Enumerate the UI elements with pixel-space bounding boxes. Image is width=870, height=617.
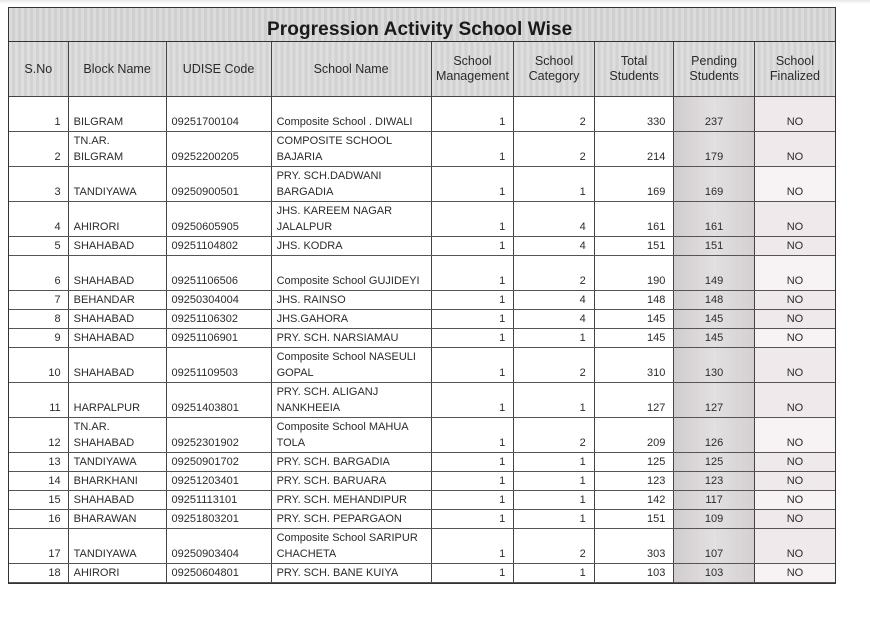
table-row bbox=[9, 310, 835, 329]
cell-udise-code: 09251803201 bbox=[166, 510, 271, 529]
cell-school-name: PRY. SCH. BARUARA bbox=[271, 472, 431, 491]
cell-total-students: 148 bbox=[594, 291, 674, 310]
cell-block-name: SHAHABAD bbox=[68, 329, 166, 348]
cell-school-management: 1 bbox=[431, 383, 514, 418]
cell-school-name: Composite School MAHUA TOLA bbox=[271, 418, 431, 453]
cell-total-students: 209 bbox=[594, 418, 674, 453]
cell-school-category: 1 bbox=[514, 564, 595, 583]
cell-school-name: JHS. KAREEM NAGAR JALALPUR bbox=[271, 202, 431, 237]
cell-udise-code: 09250903404 bbox=[166, 529, 271, 564]
table-row bbox=[9, 418, 835, 453]
cell-school-finalized: NO bbox=[754, 237, 835, 256]
cell-school-name: PRY. SCH. BANE KUIYA bbox=[271, 564, 431, 583]
cell-sno: 18 bbox=[9, 564, 68, 583]
cell-total-students: 190 bbox=[594, 256, 674, 291]
cell-block-name: SHAHABAD bbox=[68, 348, 166, 383]
cell-block-name: BILGRAM bbox=[68, 97, 166, 132]
cell-school-name: Composite School . DIWALI bbox=[271, 97, 431, 132]
cell-pending-students: 103 bbox=[674, 564, 755, 583]
table-row bbox=[9, 291, 835, 310]
cell-sno: 1 bbox=[9, 97, 68, 132]
school-progression-table bbox=[9, 42, 835, 583]
cell-school-finalized: NO bbox=[754, 348, 835, 383]
cell-school-category: 1 bbox=[514, 329, 595, 348]
table-row bbox=[9, 256, 835, 291]
header-total-students: Total Students bbox=[594, 42, 674, 97]
cell-pending-students: 145 bbox=[674, 329, 755, 348]
cell-udise-code: 09250604801 bbox=[166, 564, 271, 583]
cell-school-management: 1 bbox=[431, 348, 514, 383]
cell-udise-code: 09251106901 bbox=[166, 329, 271, 348]
cell-school-management: 1 bbox=[431, 529, 514, 564]
header-sno: S.No bbox=[9, 42, 68, 97]
cell-school-management: 1 bbox=[431, 491, 514, 510]
cell-total-students: 127 bbox=[594, 383, 674, 418]
cell-pending-students: 130 bbox=[674, 348, 755, 383]
cell-school-name: JHS. RAINSO bbox=[271, 291, 431, 310]
cell-school-category: 2 bbox=[514, 97, 595, 132]
table-row bbox=[9, 97, 835, 132]
cell-school-management: 1 bbox=[431, 291, 514, 310]
cell-udise-code: 09250901702 bbox=[166, 453, 271, 472]
header-school-name: School Name bbox=[271, 42, 431, 97]
cell-school-category: 2 bbox=[514, 256, 595, 291]
cell-school-finalized: NO bbox=[754, 564, 835, 583]
cell-pending-students: 145 bbox=[674, 310, 755, 329]
cell-total-students: 151 bbox=[594, 510, 674, 529]
cell-block-name: SHAHABAD bbox=[68, 237, 166, 256]
cell-sno: 13 bbox=[9, 453, 68, 472]
cell-school-management: 1 bbox=[431, 97, 514, 132]
cell-total-students: 161 bbox=[594, 202, 674, 237]
cell-block-name: AHIRORI bbox=[68, 202, 166, 237]
table-row bbox=[9, 132, 835, 167]
cell-total-students: 169 bbox=[594, 167, 674, 202]
cell-pending-students: 151 bbox=[674, 237, 755, 256]
table-row bbox=[9, 491, 835, 510]
cell-school-finalized: NO bbox=[754, 510, 835, 529]
cell-block-name: TN.AR. BILGRAM bbox=[68, 132, 166, 167]
cell-school-name: COMPOSITE SCHOOL BAJARIA bbox=[271, 132, 431, 167]
cell-school-finalized: NO bbox=[754, 167, 835, 202]
cell-school-finalized: NO bbox=[754, 329, 835, 348]
cell-pending-students: 149 bbox=[674, 256, 755, 291]
cell-block-name: TANDIYAWA bbox=[68, 453, 166, 472]
cell-school-finalized: NO bbox=[754, 418, 835, 453]
cell-sno: 8 bbox=[9, 310, 68, 329]
cell-sno: 10 bbox=[9, 348, 68, 383]
table-row bbox=[9, 348, 835, 383]
cell-pending-students: 161 bbox=[674, 202, 755, 237]
cell-school-category: 1 bbox=[514, 510, 595, 529]
cell-school-category: 1 bbox=[514, 453, 595, 472]
cell-school-category: 4 bbox=[514, 202, 595, 237]
cell-total-students: 103 bbox=[594, 564, 674, 583]
cell-total-students: 145 bbox=[594, 310, 674, 329]
cell-sno: 16 bbox=[9, 510, 68, 529]
cell-total-students: 123 bbox=[594, 472, 674, 491]
cell-sno: 12 bbox=[9, 418, 68, 453]
cell-school-finalized: NO bbox=[754, 256, 835, 291]
cell-udise-code: 09251109503 bbox=[166, 348, 271, 383]
cell-pending-students: 117 bbox=[674, 491, 755, 510]
cell-school-management: 1 bbox=[431, 310, 514, 329]
cell-block-name: TN.AR. SHAHABAD bbox=[68, 418, 166, 453]
cell-pending-students: 125 bbox=[674, 453, 755, 472]
cell-school-category: 4 bbox=[514, 291, 595, 310]
cell-school-name: PRY. SCH. MEHANDIPUR bbox=[271, 491, 431, 510]
cell-school-category: 2 bbox=[514, 132, 595, 167]
cell-school-management: 1 bbox=[431, 132, 514, 167]
cell-school-management: 1 bbox=[431, 564, 514, 583]
cell-school-category: 1 bbox=[514, 491, 595, 510]
cell-block-name: SHAHABAD bbox=[68, 256, 166, 291]
cell-sno: 2 bbox=[9, 132, 68, 167]
cell-sno: 17 bbox=[9, 529, 68, 564]
table-row bbox=[9, 472, 835, 491]
cell-total-students: 214 bbox=[594, 132, 674, 167]
cell-pending-students: 107 bbox=[674, 529, 755, 564]
cell-school-category: 2 bbox=[514, 418, 595, 453]
cell-total-students: 330 bbox=[594, 97, 674, 132]
cell-total-students: 151 bbox=[594, 237, 674, 256]
cell-school-management: 1 bbox=[431, 418, 514, 453]
cell-udise-code: 09251104802 bbox=[166, 237, 271, 256]
cell-pending-students: 127 bbox=[674, 383, 755, 418]
cell-school-category: 2 bbox=[514, 529, 595, 564]
cell-udise-code: 09251403801 bbox=[166, 383, 271, 418]
cell-school-finalized: NO bbox=[754, 310, 835, 329]
cell-sno: 15 bbox=[9, 491, 68, 510]
cell-block-name: HARPALPUR bbox=[68, 383, 166, 418]
cell-school-management: 1 bbox=[431, 237, 514, 256]
table-row bbox=[9, 329, 835, 348]
cell-sno: 9 bbox=[9, 329, 68, 348]
cell-pending-students: 126 bbox=[674, 418, 755, 453]
cell-total-students: 310 bbox=[594, 348, 674, 383]
table-row bbox=[9, 564, 835, 583]
cell-udise-code: 09251113101 bbox=[166, 491, 271, 510]
cell-school-category: 4 bbox=[514, 237, 595, 256]
table-row bbox=[9, 202, 835, 237]
cell-udise-code: 09250304004 bbox=[166, 291, 271, 310]
table-row bbox=[9, 237, 835, 256]
cell-school-finalized: NO bbox=[754, 453, 835, 472]
header-school-category: School Category bbox=[514, 42, 595, 97]
cell-school-name: PRY. SCH. NARSIAMAU bbox=[271, 329, 431, 348]
cell-sno: 11 bbox=[9, 383, 68, 418]
cell-block-name: BEHANDAR bbox=[68, 291, 166, 310]
table-row bbox=[9, 383, 835, 418]
cell-udise-code: 09251203401 bbox=[166, 472, 271, 491]
cell-sno: 5 bbox=[9, 237, 68, 256]
cell-school-management: 1 bbox=[431, 167, 514, 202]
cell-udise-code: 09251106302 bbox=[166, 310, 271, 329]
cell-block-name: TANDIYAWA bbox=[68, 167, 166, 202]
cell-total-students: 142 bbox=[594, 491, 674, 510]
table-header-row bbox=[9, 42, 835, 97]
cell-sno: 7 bbox=[9, 291, 68, 310]
table-row bbox=[9, 529, 835, 564]
cell-school-finalized: NO bbox=[754, 472, 835, 491]
cell-school-name: JHS.GAHORA bbox=[271, 310, 431, 329]
cell-school-name: Composite School NASEULI GOPAL bbox=[271, 348, 431, 383]
table-row bbox=[9, 453, 835, 472]
cell-school-management: 1 bbox=[431, 510, 514, 529]
cell-school-management: 1 bbox=[431, 256, 514, 291]
header-udise-code: UDISE Code bbox=[166, 42, 271, 97]
cell-udise-code: 09250900501 bbox=[166, 167, 271, 202]
header-pending-students: Pending Students bbox=[674, 42, 755, 97]
cell-school-category: 1 bbox=[514, 472, 595, 491]
cell-school-management: 1 bbox=[431, 472, 514, 491]
cell-udise-code: 09252200205 bbox=[166, 132, 271, 167]
cell-school-finalized: NO bbox=[754, 132, 835, 167]
cell-pending-students: 179 bbox=[674, 132, 755, 167]
cell-sno: 6 bbox=[9, 256, 68, 291]
cell-school-name: JHS. KODRA bbox=[271, 237, 431, 256]
table-row bbox=[9, 510, 835, 529]
cell-block-name: SHAHABAD bbox=[68, 491, 166, 510]
cell-total-students: 303 bbox=[594, 529, 674, 564]
cell-block-name: BHARKHANI bbox=[68, 472, 166, 491]
header-school-finalized: School Finalized bbox=[754, 42, 835, 97]
report-title: Progression Activity School Wise bbox=[267, 19, 573, 40]
cell-school-category: 2 bbox=[514, 348, 595, 383]
cell-school-finalized: NO bbox=[754, 291, 835, 310]
cell-school-finalized: NO bbox=[754, 202, 835, 237]
cell-school-finalized: NO bbox=[754, 529, 835, 564]
report-title-bar bbox=[9, 8, 835, 42]
table-bottom-border bbox=[9, 583, 835, 584]
cell-pending-students: 123 bbox=[674, 472, 755, 491]
cell-block-name: BHARAWAN bbox=[68, 510, 166, 529]
cell-school-management: 1 bbox=[431, 453, 514, 472]
cell-school-finalized: NO bbox=[754, 97, 835, 132]
cell-sno: 4 bbox=[9, 202, 68, 237]
cell-pending-students: 109 bbox=[674, 510, 755, 529]
cell-school-name: PRY. SCH. BARGADIA bbox=[271, 453, 431, 472]
progression-report-sheet bbox=[8, 7, 836, 584]
cell-udise-code: 09250605905 bbox=[166, 202, 271, 237]
cell-block-name: TANDIYAWA bbox=[68, 529, 166, 564]
cell-school-finalized: NO bbox=[754, 491, 835, 510]
cell-school-management: 1 bbox=[431, 329, 514, 348]
cell-school-name: PRY. SCH. PEPARGAON bbox=[271, 510, 431, 529]
cell-school-name: Composite School SARIPUR CHACHETA bbox=[271, 529, 431, 564]
cell-block-name: SHAHABAD bbox=[68, 310, 166, 329]
cell-total-students: 145 bbox=[594, 329, 674, 348]
cell-pending-students: 148 bbox=[674, 291, 755, 310]
cell-sno: 3 bbox=[9, 167, 68, 202]
header-block-name: Block Name bbox=[68, 42, 166, 97]
cell-udise-code: 09251106506 bbox=[166, 256, 271, 291]
cell-school-finalized: NO bbox=[754, 383, 835, 418]
cell-school-category: 4 bbox=[514, 310, 595, 329]
cell-school-management: 1 bbox=[431, 202, 514, 237]
cell-school-category: 1 bbox=[514, 383, 595, 418]
cell-block-name: AHIRORI bbox=[68, 564, 166, 583]
table-row bbox=[9, 167, 835, 202]
cell-udise-code: 09252301902 bbox=[166, 418, 271, 453]
page-top-edge bbox=[0, 0, 870, 4]
header-school-management: School Management bbox=[431, 42, 514, 97]
cell-school-name: Composite School GUJIDEYI bbox=[271, 256, 431, 291]
cell-total-students: 125 bbox=[594, 453, 674, 472]
cell-school-category: 1 bbox=[514, 167, 595, 202]
cell-udise-code: 09251700104 bbox=[166, 97, 271, 132]
cell-school-name: PRY. SCH.DADWANI BARGADIA bbox=[271, 167, 431, 202]
cell-school-name: PRY. SCH. ALIGANJ NANKHEEIA bbox=[271, 383, 431, 418]
table-body bbox=[9, 97, 835, 583]
cell-pending-students: 237 bbox=[674, 97, 755, 132]
cell-sno: 14 bbox=[9, 472, 68, 491]
cell-pending-students: 169 bbox=[674, 167, 755, 202]
